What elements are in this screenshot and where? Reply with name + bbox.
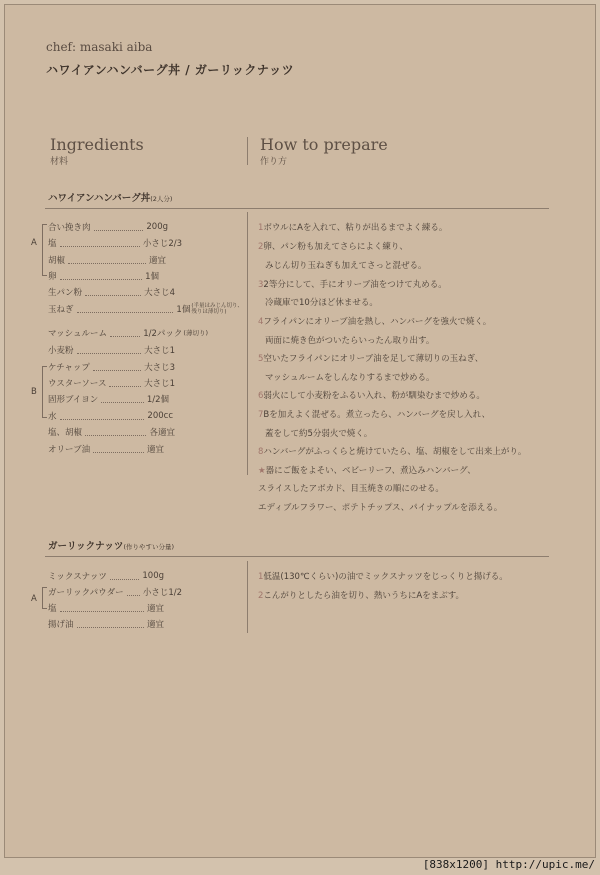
ingredient-row xyxy=(48,344,175,356)
prepare-heading-ja: 作り方 xyxy=(260,157,288,167)
step-text: 低温(130℃くらい)の油でミックスナッツをじっくりと揚げる。 xyxy=(263,572,508,582)
ingredient-amount: 適宜 xyxy=(146,620,164,630)
leader-dots xyxy=(127,589,140,596)
ingredient-name: 玉ねぎ xyxy=(48,305,74,315)
step xyxy=(258,408,490,420)
step xyxy=(258,482,444,494)
step-number: 1 xyxy=(258,572,264,582)
ingredient-name: ケチャップ xyxy=(48,363,90,373)
step-number: 3 xyxy=(258,280,264,290)
step-text: こんがりとしたら油を切り、熱いうちにAをまぶす。 xyxy=(263,591,465,601)
note-line: (半量はみじん切り、 xyxy=(191,303,243,309)
group-bracket xyxy=(42,366,43,418)
step xyxy=(258,570,508,582)
step-text: 卵、パン粉も加えてさらによく練り、 xyxy=(263,242,408,252)
ingredient-name: 小麦粉 xyxy=(48,346,74,356)
step xyxy=(258,352,483,364)
leader-dots xyxy=(77,306,174,313)
ingredient-name: ウスターソース xyxy=(48,379,107,389)
dish-title: ハワイアンハンバーグ丼 / ガーリックナッツ xyxy=(46,63,295,77)
step xyxy=(258,464,476,476)
leader-dots xyxy=(93,364,141,371)
ingredient-row xyxy=(48,586,182,598)
leader-dots xyxy=(85,429,146,436)
step-text: ハンバーグがふっくらと焼けていたら、塩、胡椒をして出来上がり。 xyxy=(263,447,527,457)
step-text: 弱火にして小麦粉をふるい入れ、粉が馴染むまで炒める。 xyxy=(263,391,485,401)
leader-dots xyxy=(85,289,141,296)
step-text: スライスしたアボカド、目玉焼きの順にのせる。 xyxy=(258,484,444,494)
ingredient-row xyxy=(48,443,164,455)
ingredient-name: ガーリックパウダー xyxy=(48,588,124,598)
step-text: 蓋をして約5分弱火で焼く。 xyxy=(265,429,373,439)
ingredient-row xyxy=(48,426,175,438)
step-number: 5 xyxy=(258,354,264,364)
ingredient-amount: 大さじ4 xyxy=(144,288,175,298)
ingredient-amount: 1個 xyxy=(145,272,159,282)
ingredient-amount: 1個 xyxy=(176,305,191,315)
ingredient-name: 卵 xyxy=(48,272,57,282)
column-divider xyxy=(247,212,248,475)
ingredient-amount: 100g xyxy=(142,571,164,581)
step-text: 冷蔵庫で10分ほど休ませる。 xyxy=(265,298,378,308)
step xyxy=(258,445,526,457)
step xyxy=(258,389,485,401)
section-name: ガーリックナッツ xyxy=(48,541,124,552)
group-label: A xyxy=(31,594,37,604)
step xyxy=(258,371,435,383)
step-text: 両面に焼き色がついたらいったん取り出す。 xyxy=(265,336,435,346)
ingredient-row xyxy=(48,602,164,614)
step xyxy=(258,259,427,271)
step-text: マッシュルームをしんなりするまで炒める。 xyxy=(265,373,435,383)
step-number: 1 xyxy=(258,223,264,233)
ingredient-row xyxy=(48,286,175,298)
ingredient-name: 塩 xyxy=(48,604,57,614)
ingredient-name: 揚げ油 xyxy=(48,620,74,630)
ingredient-amount: 適宜 xyxy=(146,445,164,455)
ingredient-row xyxy=(48,377,175,389)
ingredient-row xyxy=(48,237,182,249)
step xyxy=(258,315,491,327)
note-line: 残りは薄切り) xyxy=(191,309,227,315)
servings: (2人分) xyxy=(150,195,173,203)
ingredient-amount: 小さじ1/2 xyxy=(142,588,182,598)
heading-divider xyxy=(247,137,248,165)
step-text: 空いたフライパンにオリーブ油を足して薄切りの玉ねぎ、 xyxy=(263,354,484,364)
ingredient-amount: 大さじ1 xyxy=(144,346,175,356)
section-title xyxy=(48,190,172,204)
step-text: みじん切り玉ねぎも加えてさっと混ぜる。 xyxy=(265,261,427,271)
ingredient-amount: 大さじ1 xyxy=(144,379,175,389)
ingredient-amount: 200cc xyxy=(147,411,173,421)
ingredient-amount: 各適宜 xyxy=(149,428,175,438)
ingredient-row xyxy=(48,570,164,582)
leader-dots xyxy=(60,413,145,420)
leader-dots xyxy=(60,605,144,612)
ingredient-amount: 1/2パック xyxy=(143,329,183,339)
ingredient-row xyxy=(48,327,208,339)
image-watermark-caption: [838x1200] http://upic.me/ xyxy=(422,858,595,871)
leader-dots xyxy=(94,224,144,231)
ingredient-name: 水 xyxy=(48,412,57,422)
leader-dots xyxy=(60,273,143,280)
step-number: 8 xyxy=(258,447,264,457)
step-number: 2 xyxy=(258,242,264,252)
group-bracket xyxy=(42,224,43,276)
ingredient-note xyxy=(191,303,243,315)
step xyxy=(258,240,408,252)
ingredient-row xyxy=(48,270,159,282)
chef-name: chef: masaki aiba xyxy=(46,40,153,54)
leader-dots xyxy=(110,573,139,580)
ingredient-name: 塩、胡椒 xyxy=(48,428,83,438)
step-number: 4 xyxy=(258,317,264,327)
step-text: 2等分にして、手にオリーブ油をつけて丸める。 xyxy=(263,280,447,290)
step xyxy=(258,589,464,601)
ingredients-heading: Ingredients xyxy=(50,135,144,154)
ingredient-name: オリーブ油 xyxy=(48,445,91,455)
section-name: ハワイアンハンバーグ丼 xyxy=(48,193,151,204)
leader-dots xyxy=(110,330,140,337)
step xyxy=(258,221,447,233)
step-text: Bを加えよく混ぜる。煮立ったら、ハンバーグを戻し入れ、 xyxy=(263,410,491,420)
leader-dots xyxy=(77,621,144,628)
leader-dots xyxy=(60,240,140,247)
ingredients-heading-ja: 材料 xyxy=(50,157,69,167)
step xyxy=(258,296,378,308)
ingredient-name: 生パン粉 xyxy=(48,288,83,298)
ingredient-row xyxy=(48,254,166,266)
step-number: 6 xyxy=(258,391,264,401)
column-divider xyxy=(247,561,248,633)
leader-dots xyxy=(77,347,142,354)
ingredient-amount: 大さじ3 xyxy=(144,363,175,373)
ingredient-name: 胡椒 xyxy=(48,256,66,266)
group-label: B xyxy=(31,387,37,397)
step-number: 2 xyxy=(258,591,264,601)
star-icon: ★ xyxy=(258,466,266,476)
step-text: ボウルにAを入れて、粘りが出るまでよく練る。 xyxy=(263,223,448,233)
step-number: 7 xyxy=(258,410,264,420)
group-bracket xyxy=(42,587,43,609)
ingredient-name: マッシュルーム xyxy=(48,329,107,339)
ingredient-note: (薄切り) xyxy=(183,329,208,337)
step-text: フライパンにオリーブ油を熱し、ハンバーグを強火で焼く。 xyxy=(263,317,492,327)
step xyxy=(258,427,372,439)
section-title xyxy=(48,538,174,552)
ingredient-row xyxy=(48,303,243,315)
ingredient-row xyxy=(48,393,169,405)
ingredient-amount: 小さじ2/3 xyxy=(142,239,182,249)
leader-dots xyxy=(101,396,144,403)
servings: (作りやすい分量) xyxy=(123,543,175,551)
ingredient-row xyxy=(48,361,175,373)
ingredient-row xyxy=(48,221,168,233)
group-label: A xyxy=(31,238,37,248)
ingredient-name: 合い挽き肉 xyxy=(48,223,91,233)
section-rule xyxy=(45,208,549,209)
ingredient-name: ミックスナッツ xyxy=(48,572,107,582)
ingredient-name: 塩 xyxy=(48,239,57,249)
step-text: 器にご飯をよそい、ベビーリーフ、煮込みハンバーグ、 xyxy=(265,466,476,476)
ingredient-row xyxy=(48,618,164,630)
leader-dots xyxy=(93,446,144,453)
step xyxy=(258,334,434,346)
ingredient-row xyxy=(48,410,173,422)
ingredient-amount: 適宜 xyxy=(146,604,164,614)
ingredient-amount: 適宜 xyxy=(148,256,166,266)
step-text: エディブルフラワー、ポテトチップス、パイナップルを添える。 xyxy=(258,503,503,513)
ingredient-amount: 200g xyxy=(146,222,168,232)
step xyxy=(258,501,502,513)
leader-dots xyxy=(68,257,146,264)
leader-dots xyxy=(109,380,141,387)
ingredient-amount: 1/2個 xyxy=(146,395,169,405)
prepare-heading: How to prepare xyxy=(260,135,388,154)
section-rule xyxy=(45,556,549,557)
step xyxy=(258,278,447,290)
ingredient-name: 固形ブイヨン xyxy=(48,395,99,405)
